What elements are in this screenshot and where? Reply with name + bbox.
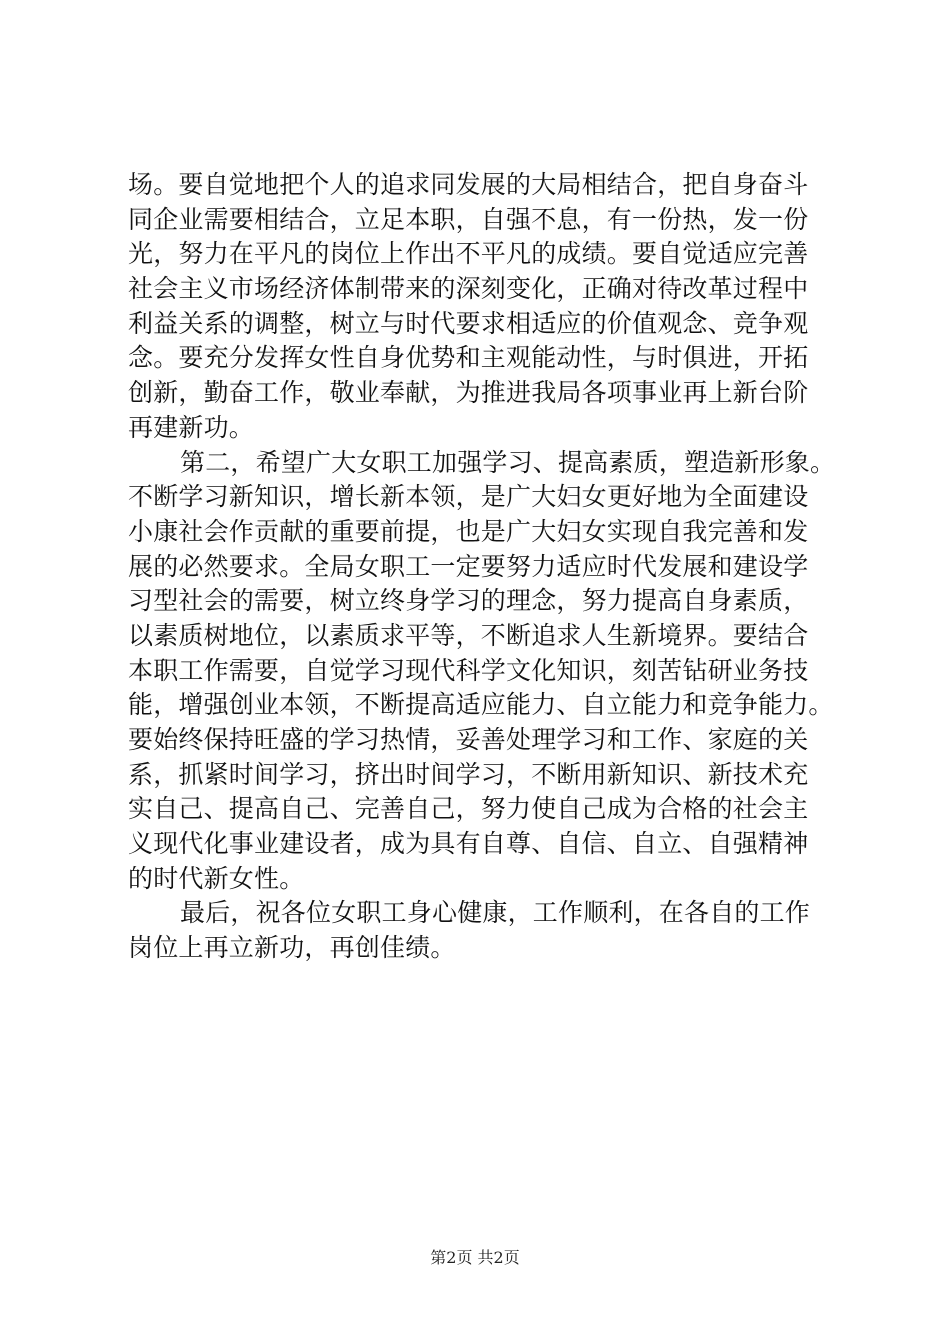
paragraph-line: 再建新功。	[128, 412, 255, 442]
paragraph-line: 岗位上再立新功，再创佳绩。	[128, 933, 456, 963]
paragraph-line: 场。要自觉地把个人的追求同发展的大局相结合，把自身奋斗	[128, 170, 809, 199]
paragraph-line: 念。要充分发挥女性自身优势和主观能动性，与时俱进，开拓	[128, 343, 809, 373]
paragraph-line: 同企业需要相结合，立足本职，自强不息，有一份热，发一份	[128, 204, 809, 234]
document-body	[128, 168, 838, 966]
paragraph-line: 能，增强创业本领，不断提高适应能力、自立能力和竞争能力。	[128, 690, 834, 720]
paragraph-line: 实自己、提高自己、完善自己，努力使自己成为合格的社会主	[128, 794, 809, 824]
paragraph-line: 光，努力在平凡的岗位上作出不平凡的成绩。要自觉适应完善	[128, 239, 809, 269]
paragraph-line: 不断学习新知识，增长新本领，是广大妇女更好地为全面建设	[128, 482, 809, 512]
paragraph-line: 要始终保持旺盛的学习热情，妥善处理学习和工作、家庭的关	[128, 725, 809, 754]
paragraph-line: 义现代化事业建设者，成为具有自尊、自信、自立、自强精神	[128, 829, 809, 859]
page-footer: 第2页 共2页	[430, 1248, 520, 1267]
paragraph-line: 展的必然要求。全局女职工一定要努力适应时代发展和建设学	[128, 551, 809, 581]
paragraph-line: 以素质树地位，以素质求平等，不断追求人生新境界。要结合	[128, 620, 809, 650]
paragraph-line: 社会主义市场经济体制带来的深刻变化，正确对待改革过程中	[128, 274, 809, 304]
paragraph-line: 创新，勤奋工作，敬业奉献，为推进我局各项事业再上新台阶	[128, 378, 809, 408]
paragraph-line: 小康社会作贡献的重要前提，也是广大妇女实现自我完善和发	[128, 516, 809, 546]
paragraph-line: 第二，希望广大女职工加强学习、提高素质，塑造新形象。	[180, 447, 836, 477]
paragraph-line: 利益关系的调整，树立与时代要求相适应的价值观念、竞争观	[128, 308, 809, 338]
paragraph-line: 最后，祝各位女职工身心健康，工作顺利，在各自的工作	[180, 898, 811, 928]
paragraph-line: 习型社会的需要，树立终身学习的理念，努力提高自身素质，	[128, 586, 809, 616]
paragraph-line: 本职工作需要，自觉学习现代科学文化知识，刻苦钻研业务技	[128, 655, 809, 685]
paragraph-line: 系，抓紧时间学习，挤出时间学习，不断用新知识、新技术充	[128, 759, 809, 789]
paragraph-line: 的时代新女性。	[128, 863, 305, 893]
